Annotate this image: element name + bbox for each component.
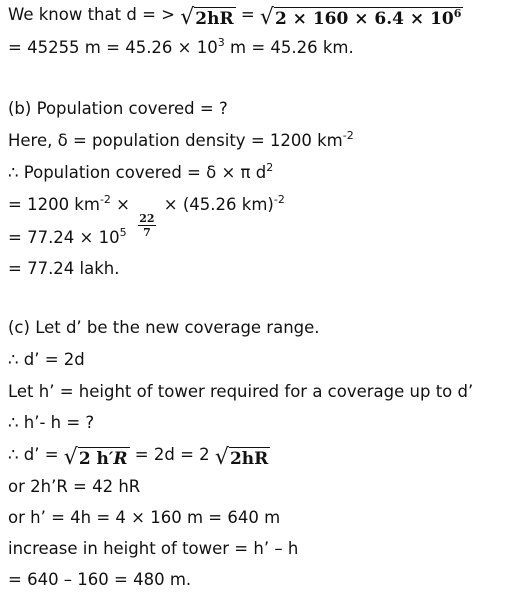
line-new-height: or h’ = 4h = 4 × 160 m = 640 m bbox=[8, 508, 281, 527]
exponent: 6 bbox=[453, 7, 462, 20]
sqrt-sign: √ bbox=[214, 445, 229, 470]
line-population-value bbox=[8, 227, 127, 251]
text: = 1200 km bbox=[8, 195, 100, 214]
text: m = 45.26 km. bbox=[224, 38, 354, 57]
radicand-text: 2 h bbox=[78, 449, 109, 469]
line-equation-squared: or 2h’R = 42 hR bbox=[8, 477, 141, 496]
radicand bbox=[78, 447, 130, 469]
sqrt-sign: √ bbox=[259, 5, 274, 30]
sqrt-sign: √ bbox=[180, 5, 195, 30]
line-distance-formula bbox=[8, 4, 463, 28]
exponent: 2 bbox=[266, 161, 274, 174]
radical-2h-prime-R bbox=[64, 447, 130, 469]
line-distance-result bbox=[8, 37, 354, 61]
radicand: 2hR bbox=[229, 449, 269, 469]
text: = 77.24 × 10 bbox=[8, 228, 120, 247]
line-increase-result: = 640 – 160 = 480 m. bbox=[8, 570, 192, 589]
fraction-22-7 bbox=[138, 212, 155, 239]
line-population-formula bbox=[8, 162, 273, 186]
radicand bbox=[274, 7, 463, 29]
text: Here, δ = population density = 1200 km bbox=[8, 131, 343, 150]
line-part-c-heading: (c) Let d’ be the new coverage range. bbox=[8, 318, 320, 337]
line-new-height-definition: Let h’ = height of tower required for a coverage up to d’ bbox=[8, 382, 474, 401]
exponent: -2 bbox=[99, 193, 111, 206]
text: = 45255 m = 45.26 × 10 bbox=[8, 38, 218, 57]
text: = 2d = 2 bbox=[134, 445, 215, 464]
line-part-b-heading: (b) Population covered = ? bbox=[8, 99, 228, 118]
radicand-text: 2 × 160 × 6.4 × 10 bbox=[274, 9, 454, 29]
sqrt-sign: √ bbox=[63, 445, 78, 470]
numerator: 22 bbox=[139, 212, 155, 225]
radicand-italic: ′R bbox=[108, 449, 128, 469]
radical-2hR bbox=[180, 7, 235, 29]
text: ∴ Population covered = δ × π d bbox=[8, 163, 267, 182]
radical-2hR bbox=[215, 447, 270, 469]
line-new-range: ∴ d’ = 2d bbox=[8, 350, 85, 369]
radical-numeric bbox=[260, 7, 463, 29]
line-new-range-formula bbox=[8, 444, 270, 468]
exponent: -2 bbox=[342, 129, 354, 142]
line-increase-definition: increase in height of tower = h’ – h bbox=[8, 539, 299, 558]
text: We know that d = > bbox=[8, 5, 175, 24]
line-height-difference: ∴ h’- h = ? bbox=[8, 413, 95, 432]
text: × (45.26 km) bbox=[158, 195, 274, 214]
text: ∴ d’ = bbox=[8, 445, 64, 464]
exponent: -2 bbox=[273, 193, 285, 206]
denominator: 7 bbox=[143, 226, 151, 239]
text: × bbox=[110, 195, 136, 214]
exponent: 5 bbox=[119, 226, 127, 239]
exponent: 3 bbox=[217, 36, 225, 49]
line-density bbox=[8, 130, 354, 154]
radicand: 2hR bbox=[195, 9, 234, 29]
line-population-lakh: = 77.24 lakh. bbox=[8, 259, 120, 278]
equals: = bbox=[240, 5, 260, 24]
